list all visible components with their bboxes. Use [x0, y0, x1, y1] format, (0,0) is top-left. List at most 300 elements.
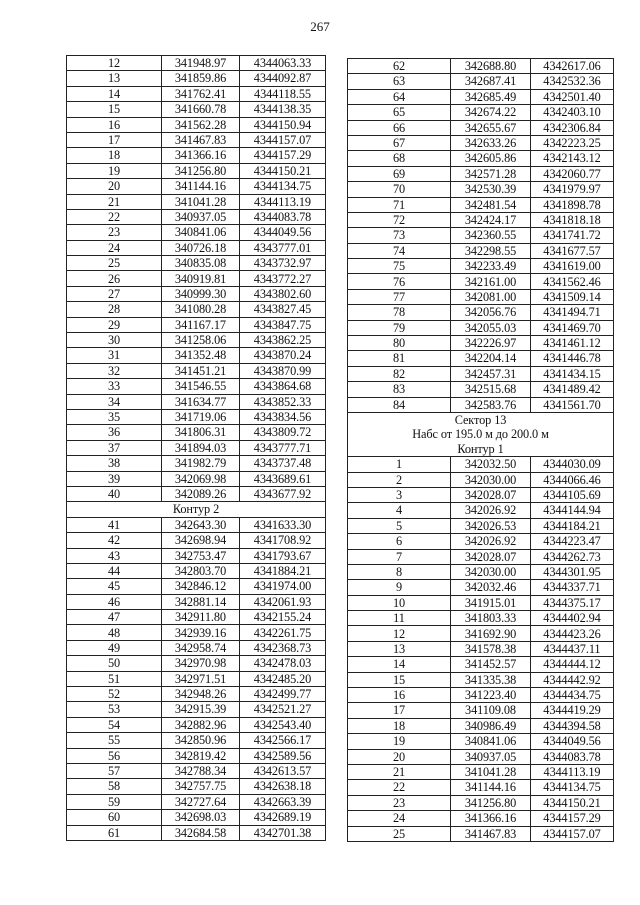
point-number-cell: 60 [67, 810, 162, 825]
y-coordinate-cell: 4343852.33 [240, 394, 326, 409]
contour-label: Контур 2 [67, 502, 326, 517]
table-row [348, 120, 614, 135]
x-coordinate-cell: 341894.03 [162, 440, 240, 455]
point-number-cell: 50 [67, 656, 162, 671]
y-coordinate-cell: 4342589.56 [240, 748, 326, 763]
x-coordinate-cell: 340726.18 [162, 240, 240, 255]
x-coordinate-cell: 342971.51 [162, 671, 240, 686]
table-row [348, 274, 614, 289]
table-row [67, 317, 326, 332]
table-row [348, 564, 614, 579]
point-number-cell: 7 [348, 549, 451, 564]
point-number-cell: 64 [348, 89, 451, 104]
table-row [67, 702, 326, 717]
table-row [67, 409, 326, 424]
table-row [348, 641, 614, 656]
point-number-cell: 65 [348, 105, 451, 120]
y-coordinate-cell: 4342061.93 [240, 594, 326, 609]
y-coordinate-cell: 4344419.29 [531, 703, 614, 718]
table-row [348, 366, 614, 381]
table-row [67, 56, 326, 71]
table-row [348, 472, 614, 487]
point-number-cell: 4 [348, 503, 451, 518]
x-coordinate-cell: 340937.05 [162, 209, 240, 224]
x-coordinate-cell: 342583.76 [451, 397, 531, 412]
y-coordinate-cell: 4341677.57 [531, 243, 614, 258]
y-coordinate-cell: 4344049.56 [240, 225, 326, 240]
table-row [67, 225, 326, 240]
x-coordinate-cell: 342948.26 [162, 687, 240, 702]
y-coordinate-cell: 4341898.78 [531, 197, 614, 212]
y-coordinate-cell: 4342613.57 [240, 763, 326, 778]
x-coordinate-cell: 342605.86 [451, 151, 531, 166]
y-coordinate-cell: 4341741.72 [531, 228, 614, 243]
table-row [348, 734, 614, 749]
point-number-cell: 79 [348, 320, 451, 335]
table-row [67, 656, 326, 671]
x-coordinate-cell: 342643.30 [162, 517, 240, 532]
x-coordinate-cell: 340999.30 [162, 286, 240, 301]
height-range-label: Набс от 195.0 м до 200.0 м [348, 427, 614, 441]
y-coordinate-cell: 4344394.58 [531, 718, 614, 733]
y-coordinate-cell: 4341708.92 [240, 533, 326, 548]
table-row [348, 135, 614, 150]
x-coordinate-cell: 342530.39 [451, 182, 531, 197]
point-number-cell: 71 [348, 197, 451, 212]
x-coordinate-cell: 342688.80 [451, 59, 531, 74]
x-coordinate-cell: 342846.12 [162, 579, 240, 594]
y-coordinate-cell: 4344434.75 [531, 688, 614, 703]
x-coordinate-cell: 342481.54 [451, 197, 531, 212]
x-coordinate-cell: 342958.74 [162, 640, 240, 655]
table-row [67, 640, 326, 655]
y-coordinate-cell: 4343677.92 [240, 486, 326, 501]
table-row [348, 549, 614, 564]
point-number-cell: 42 [67, 533, 162, 548]
table-row [67, 425, 326, 440]
x-coordinate-cell: 342360.55 [451, 228, 531, 243]
x-coordinate-cell: 342698.03 [162, 810, 240, 825]
point-number-cell: 68 [348, 151, 451, 166]
table-row [67, 86, 326, 101]
x-coordinate-cell: 342684.58 [162, 825, 240, 840]
table-row [67, 610, 326, 625]
y-coordinate-cell: 4342060.77 [531, 166, 614, 181]
table-row [348, 826, 614, 841]
point-number-cell: 15 [348, 672, 451, 687]
y-coordinate-cell: 4344262.73 [531, 549, 614, 564]
table-row [348, 151, 614, 166]
point-number-cell: 44 [67, 563, 162, 578]
point-number-cell: 13 [67, 71, 162, 86]
point-number-cell: 16 [67, 117, 162, 132]
x-coordinate-cell: 341467.83 [451, 826, 531, 841]
point-number-cell: 53 [67, 702, 162, 717]
height-range-label-row [348, 427, 614, 441]
table-row [348, 795, 614, 810]
table-row [348, 259, 614, 274]
x-coordinate-cell: 341806.31 [162, 425, 240, 440]
table-row [67, 286, 326, 301]
table-row [67, 625, 326, 640]
table-row [67, 517, 326, 532]
point-number-cell: 56 [67, 748, 162, 763]
y-coordinate-cell: 4344157.29 [531, 811, 614, 826]
point-number-cell: 40 [67, 486, 162, 501]
y-coordinate-cell: 4344144.94 [531, 503, 614, 518]
point-number-cell: 30 [67, 333, 162, 348]
y-coordinate-cell: 4341633.30 [240, 517, 326, 532]
point-number-cell: 10 [348, 595, 451, 610]
table-row [67, 440, 326, 455]
x-coordinate-cell: 342028.07 [451, 487, 531, 502]
point-number-cell: 35 [67, 409, 162, 424]
x-coordinate-cell: 342069.98 [162, 471, 240, 486]
x-coordinate-cell: 342028.07 [451, 549, 531, 564]
table-row [348, 657, 614, 672]
point-number-cell: 41 [67, 517, 162, 532]
y-coordinate-cell: 4343802.60 [240, 286, 326, 301]
x-coordinate-cell: 342233.49 [451, 259, 531, 274]
y-coordinate-cell: 4342403.10 [531, 105, 614, 120]
y-coordinate-cell: 4343732.97 [240, 256, 326, 271]
y-coordinate-cell: 4342368.73 [240, 640, 326, 655]
point-number-cell: 66 [348, 120, 451, 135]
y-coordinate-cell: 4344113.19 [531, 764, 614, 779]
table-row [67, 132, 326, 147]
y-coordinate-cell: 4344301.95 [531, 564, 614, 579]
y-coordinate-cell: 4341461.12 [531, 336, 614, 351]
x-coordinate-cell: 341256.80 [451, 795, 531, 810]
point-number-cell: 83 [348, 382, 451, 397]
table-row [67, 687, 326, 702]
x-coordinate-cell: 340841.06 [451, 734, 531, 749]
point-number-cell: 38 [67, 456, 162, 471]
x-coordinate-cell: 342026.92 [451, 534, 531, 549]
table-row [348, 764, 614, 779]
y-coordinate-cell: 4342701.38 [240, 825, 326, 840]
y-coordinate-cell: 4342532.36 [531, 74, 614, 89]
table-row [348, 289, 614, 304]
table-row [348, 105, 614, 120]
y-coordinate-cell: 4343737.48 [240, 456, 326, 471]
y-coordinate-cell: 4342566.17 [240, 733, 326, 748]
x-coordinate-cell: 341080.28 [162, 302, 240, 317]
y-coordinate-cell: 4343870.24 [240, 348, 326, 363]
contour-label-row [67, 502, 326, 517]
coordinates-table-left [66, 55, 326, 841]
y-coordinate-cell: 4344402.94 [531, 611, 614, 626]
y-coordinate-cell: 4342521.27 [240, 702, 326, 717]
point-number-cell: 6 [348, 534, 451, 549]
x-coordinate-cell: 341041.28 [162, 194, 240, 209]
y-coordinate-cell: 4342663.39 [240, 794, 326, 809]
x-coordinate-cell: 340841.06 [162, 225, 240, 240]
x-coordinate-cell: 341109.08 [451, 703, 531, 718]
point-number-cell: 3 [348, 487, 451, 502]
table-row [67, 471, 326, 486]
table-row [67, 733, 326, 748]
y-coordinate-cell: 4344113.19 [240, 194, 326, 209]
table-row [67, 825, 326, 840]
x-coordinate-cell: 341660.78 [162, 102, 240, 117]
point-number-cell: 14 [348, 657, 451, 672]
y-coordinate-cell: 4344437.11 [531, 641, 614, 656]
table-row [67, 486, 326, 501]
y-coordinate-cell: 4341561.70 [531, 397, 614, 412]
point-number-cell: 20 [348, 749, 451, 764]
point-number-cell: 78 [348, 305, 451, 320]
contour-label-row [348, 442, 614, 457]
y-coordinate-cell: 4343777.01 [240, 240, 326, 255]
point-number-cell: 51 [67, 671, 162, 686]
y-coordinate-cell: 4342638.18 [240, 779, 326, 794]
table-row [67, 102, 326, 117]
point-number-cell: 2 [348, 472, 451, 487]
coordinates-table-right [347, 58, 614, 842]
y-coordinate-cell: 4343827.45 [240, 302, 326, 317]
x-coordinate-cell: 342026.92 [451, 503, 531, 518]
x-coordinate-cell: 340919.81 [162, 271, 240, 286]
y-coordinate-cell: 4343689.61 [240, 471, 326, 486]
table-row [348, 320, 614, 335]
point-number-cell: 70 [348, 182, 451, 197]
x-coordinate-cell: 342030.00 [451, 472, 531, 487]
point-number-cell: 20 [67, 179, 162, 194]
x-coordinate-cell: 342970.98 [162, 656, 240, 671]
point-number-cell: 26 [67, 271, 162, 286]
table-row [67, 363, 326, 378]
point-number-cell: 21 [348, 764, 451, 779]
point-number-cell: 5 [348, 518, 451, 533]
table-row [67, 117, 326, 132]
x-coordinate-cell: 342939.16 [162, 625, 240, 640]
y-coordinate-cell: 4341818.18 [531, 212, 614, 227]
y-coordinate-cell: 4341793.67 [240, 548, 326, 563]
point-number-cell: 31 [67, 348, 162, 363]
x-coordinate-cell: 342032.50 [451, 457, 531, 472]
table-row [67, 810, 326, 825]
y-coordinate-cell: 4344134.75 [240, 179, 326, 194]
x-coordinate-cell: 342032.46 [451, 580, 531, 595]
x-coordinate-cell: 341366.16 [451, 811, 531, 826]
x-coordinate-cell: 342633.26 [451, 135, 531, 150]
table-row [67, 579, 326, 594]
y-coordinate-cell: 4341562.46 [531, 274, 614, 289]
table-row [348, 166, 614, 181]
point-number-cell: 23 [348, 795, 451, 810]
table-row [67, 271, 326, 286]
y-coordinate-cell: 4342306.84 [531, 120, 614, 135]
x-coordinate-cell: 341167.17 [162, 317, 240, 332]
table-row [348, 595, 614, 610]
point-number-cell: 25 [348, 826, 451, 841]
point-number-cell: 8 [348, 564, 451, 579]
point-number-cell: 11 [348, 611, 451, 626]
y-coordinate-cell: 4342155.24 [240, 610, 326, 625]
y-coordinate-cell: 4342501.40 [531, 89, 614, 104]
table-row [348, 703, 614, 718]
point-number-cell: 22 [348, 780, 451, 795]
x-coordinate-cell: 342457.31 [451, 366, 531, 381]
table-row [67, 779, 326, 794]
page-number: 267 [310, 19, 330, 34]
table-row [348, 534, 614, 549]
table-row [67, 533, 326, 548]
point-number-cell: 18 [348, 718, 451, 733]
point-number-cell: 9 [348, 580, 451, 595]
x-coordinate-cell: 341041.28 [451, 764, 531, 779]
y-coordinate-cell: 4344118.55 [240, 86, 326, 101]
y-coordinate-cell: 4343862.25 [240, 333, 326, 348]
table-row [348, 382, 614, 397]
table-row [348, 228, 614, 243]
table-row [67, 163, 326, 178]
x-coordinate-cell: 341467.83 [162, 132, 240, 147]
x-coordinate-cell: 341144.16 [451, 780, 531, 795]
table-row [67, 179, 326, 194]
point-number-cell: 24 [348, 811, 451, 826]
x-coordinate-cell: 342056.76 [451, 305, 531, 320]
y-coordinate-cell: 4343834.56 [240, 409, 326, 424]
point-number-cell: 22 [67, 209, 162, 224]
x-coordinate-cell: 342026.53 [451, 518, 531, 533]
point-number-cell: 13 [348, 641, 451, 656]
point-number-cell: 84 [348, 397, 451, 412]
x-coordinate-cell: 342803.70 [162, 563, 240, 578]
x-coordinate-cell: 342571.28 [451, 166, 531, 181]
x-coordinate-cell: 342850.96 [162, 733, 240, 748]
table-row [348, 74, 614, 89]
x-coordinate-cell: 341719.06 [162, 409, 240, 424]
y-coordinate-cell: 4342689.19 [240, 810, 326, 825]
table-row [348, 336, 614, 351]
y-coordinate-cell: 4343777.71 [240, 440, 326, 455]
point-number-cell: 57 [67, 763, 162, 778]
point-number-cell: 21 [67, 194, 162, 209]
table-row [348, 811, 614, 826]
x-coordinate-cell: 342727.64 [162, 794, 240, 809]
point-number-cell: 63 [348, 74, 451, 89]
y-coordinate-cell: 4344157.07 [531, 826, 614, 841]
point-number-cell: 81 [348, 351, 451, 366]
point-number-cell: 25 [67, 256, 162, 271]
x-coordinate-cell: 342753.47 [162, 548, 240, 563]
y-coordinate-cell: 4341469.70 [531, 320, 614, 335]
table-row [348, 780, 614, 795]
point-number-cell: 43 [67, 548, 162, 563]
point-number-cell: 24 [67, 240, 162, 255]
y-coordinate-cell: 4344049.56 [531, 734, 614, 749]
y-coordinate-cell: 4344223.47 [531, 534, 614, 549]
y-coordinate-cell: 4341434.15 [531, 366, 614, 381]
y-coordinate-cell: 4342261.75 [240, 625, 326, 640]
x-coordinate-cell: 341546.55 [162, 379, 240, 394]
x-coordinate-cell: 341578.38 [451, 641, 531, 656]
point-number-cell: 48 [67, 625, 162, 640]
point-number-cell: 74 [348, 243, 451, 258]
point-number-cell: 34 [67, 394, 162, 409]
y-coordinate-cell: 4344092.87 [240, 71, 326, 86]
x-coordinate-cell: 341915.01 [451, 595, 531, 610]
y-coordinate-cell: 4341619.00 [531, 259, 614, 274]
point-number-cell: 19 [348, 734, 451, 749]
y-coordinate-cell: 4343864.68 [240, 379, 326, 394]
x-coordinate-cell: 342911.80 [162, 610, 240, 625]
point-number-cell: 37 [67, 440, 162, 455]
x-coordinate-cell: 341634.77 [162, 394, 240, 409]
y-coordinate-cell: 4343772.27 [240, 271, 326, 286]
y-coordinate-cell: 4341446.78 [531, 351, 614, 366]
table-row [67, 717, 326, 732]
table-row [348, 487, 614, 502]
x-coordinate-cell: 342161.00 [451, 274, 531, 289]
table-row [67, 763, 326, 778]
x-coordinate-cell: 341256.80 [162, 163, 240, 178]
point-number-cell: 16 [348, 688, 451, 703]
table-row [67, 563, 326, 578]
x-coordinate-cell: 342882.96 [162, 717, 240, 732]
y-coordinate-cell: 4342617.06 [531, 59, 614, 74]
point-number-cell: 73 [348, 228, 451, 243]
y-coordinate-cell: 4341494.71 [531, 305, 614, 320]
table-row [67, 394, 326, 409]
table-row [348, 580, 614, 595]
table-row [67, 333, 326, 348]
table-row [348, 503, 614, 518]
point-number-cell: 77 [348, 289, 451, 304]
table-row [67, 71, 326, 86]
x-coordinate-cell: 342655.67 [451, 120, 531, 135]
table-row [67, 594, 326, 609]
sector-label-row [348, 412, 614, 427]
point-number-cell: 17 [348, 703, 451, 718]
x-coordinate-cell: 342881.14 [162, 594, 240, 609]
y-coordinate-cell: 4342485.20 [240, 671, 326, 686]
point-number-cell: 19 [67, 163, 162, 178]
table-row [348, 212, 614, 227]
point-number-cell: 72 [348, 212, 451, 227]
x-coordinate-cell: 342089.26 [162, 486, 240, 501]
y-coordinate-cell: 4344138.35 [240, 102, 326, 117]
point-number-cell: 58 [67, 779, 162, 794]
y-coordinate-cell: 4344063.33 [240, 56, 326, 71]
table-row [67, 209, 326, 224]
table-row [67, 302, 326, 317]
y-coordinate-cell: 4344337.71 [531, 580, 614, 595]
x-coordinate-cell: 342687.41 [451, 74, 531, 89]
x-coordinate-cell: 340835.08 [162, 256, 240, 271]
point-number-cell: 28 [67, 302, 162, 317]
y-coordinate-cell: 4342223.25 [531, 135, 614, 150]
x-coordinate-cell: 341223.40 [451, 688, 531, 703]
point-number-cell: 1 [348, 457, 451, 472]
x-coordinate-cell: 342757.75 [162, 779, 240, 794]
point-number-cell: 80 [348, 336, 451, 351]
point-number-cell: 17 [67, 132, 162, 147]
x-coordinate-cell: 342226.97 [451, 336, 531, 351]
point-number-cell: 52 [67, 687, 162, 702]
x-coordinate-cell: 341258.06 [162, 333, 240, 348]
table-row [348, 59, 614, 74]
point-number-cell: 23 [67, 225, 162, 240]
point-number-cell: 27 [67, 286, 162, 301]
table-row [67, 240, 326, 255]
point-number-cell: 39 [67, 471, 162, 486]
x-coordinate-cell: 340986.49 [451, 718, 531, 733]
y-coordinate-cell: 4344423.26 [531, 626, 614, 641]
table-row [67, 194, 326, 209]
